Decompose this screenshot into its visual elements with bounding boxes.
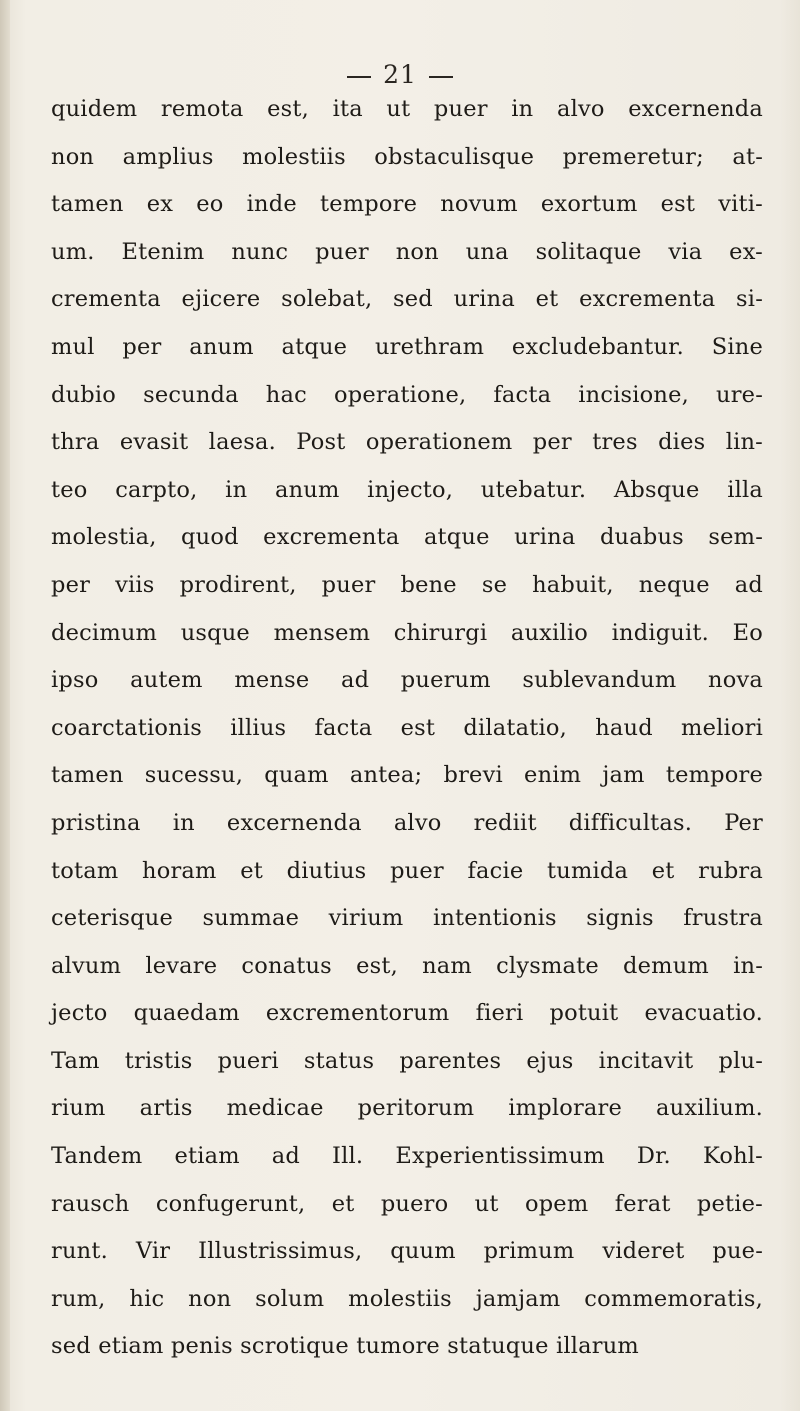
text-line: coarctationis illius facta est dilatatio, haud meliori [51, 714, 763, 741]
text-line: per viis prodirent, puer bene se habuit, neque ad [51, 571, 763, 598]
text-line: um. Etenim nunc puer non una solitaque via ex- [51, 238, 763, 265]
text-line: sed etiam penis scrotique tumore statuque illarum [51, 1333, 639, 1360]
text-line: quidem remota est, ita ut puer in alvo excernenda [51, 96, 763, 122]
text-line: totam horam et diutius puer facie tumida et rubra [51, 857, 763, 884]
text-line: tamen sucessu, quam antea; brevi enim jam tempore [51, 762, 763, 789]
text-line: decimum usque mensem chirurgi auxilio indiguit. Eo [51, 619, 763, 646]
body-text [51, 86, 763, 1371]
text-line: crementa ejicere solebat, sed urina et excrementa si- [51, 286, 763, 313]
text-line: thra evasit laesa. Post operationem per tres dies lin- [51, 429, 763, 456]
page-binding-edge [0, 0, 10, 1411]
page-header [0, 60, 800, 89]
text-line: runt. Vir Illustrissimus, quum primum videret pue- [51, 1238, 763, 1265]
text-line: rausch confugerunt, et puero ut opem ferat petie- [51, 1190, 763, 1217]
text-line: rium artis medicae peritorum implorare auxilium. [51, 1095, 763, 1122]
text-line: alvum levare conatus est, nam clysmate demum in- [51, 952, 763, 979]
text-line: ipso autem mense ad puerum sublevandum nova [51, 667, 763, 694]
text-line: mul per anum atque urethram excludebantur. Sine [51, 333, 763, 360]
text-line: Tandem etiam ad Ill. Experientissimum Dr. Kohl- [51, 1143, 763, 1170]
text-line: jecto quaedam excrementorum fieri potuit evacuatio. [51, 1000, 763, 1027]
text-line: rum, hic non solum molestiis jamjam commemoratis, [51, 1285, 763, 1312]
text-line: Tam tristis pueri status parentes ejus incitavit plu- [51, 1047, 763, 1074]
text-line: teo carpto, in anum injecto, utebatur. Absque illa [51, 476, 763, 503]
page-number: 21 [383, 60, 417, 89]
text-line: pristina in excernenda alvo rediit difficultas. Per [51, 809, 763, 836]
text-line: ceterisque summae virium intentionis signis frustra [51, 905, 763, 932]
text-line: dubio secunda hac operatione, facta incisione, ure- [51, 381, 763, 408]
header-dash-right [429, 76, 453, 78]
text-line: tamen ex eo inde tempore novum exortum est viti- [51, 191, 763, 218]
header-dash-left [347, 76, 371, 78]
text-line: molestia, quod excrementa atque urina duabus sem- [51, 524, 763, 551]
text-line: non amplius molestiis obstaculisque premeretur; at- [51, 143, 763, 170]
